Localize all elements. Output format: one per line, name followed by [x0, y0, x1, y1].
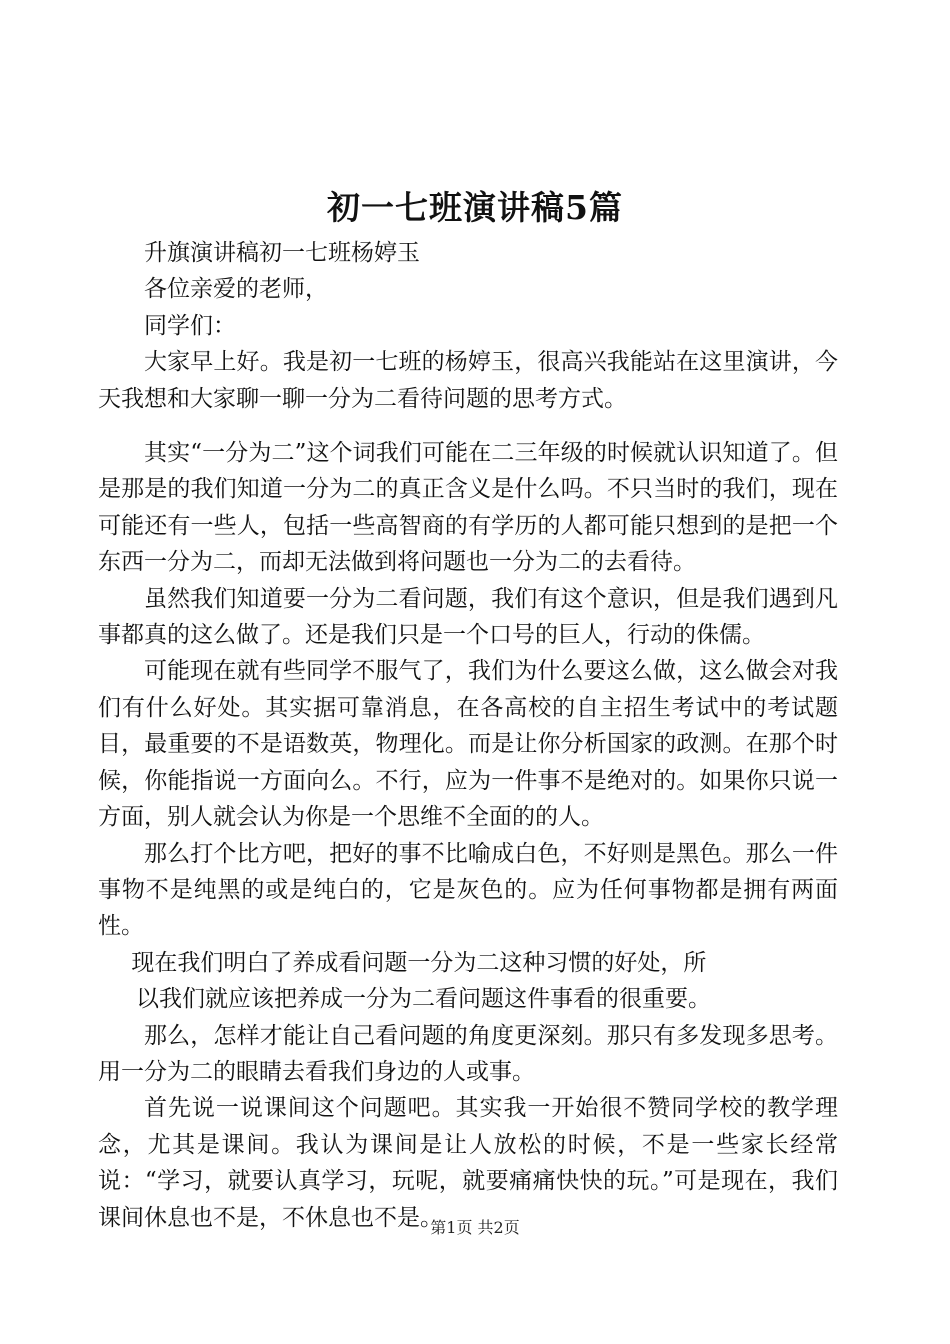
- paragraph-habit-line-2: 以我们就应该把养成一分为二看问题这件事看的很重要。: [135, 986, 711, 1013]
- paragraph-greeting-teachers: 各位亲爱的老师，: [144, 276, 328, 303]
- paragraph-habit: [98, 945, 838, 1018]
- paragraph-greeting-students: 同学们：: [144, 312, 236, 339]
- paragraph-analogy: 那么打个比方吧，把好的事不比喻成白色，不好则是黑色。那么一件事物不是纯黑的或是纯白的，它是灰色的。应为任何事物都是拥有两面性。: [98, 840, 838, 940]
- paragraph-speech-title: 升旗演讲稿初一七班杨婷玉: [144, 240, 420, 266]
- paragraph-habit-line-1: 现在我们明白了养成看问题一分为二这种习惯的好处，所: [131, 949, 707, 976]
- document-body: [98, 235, 838, 1236]
- paragraph-opening: 大家早上好。我是初一七班的杨婷玉，很高兴我能站在这里演讲，今天我想和大家聊一聊一分为二看待问题的思考方式。: [98, 349, 838, 412]
- paragraph-benefits: 可能现在就有些同学不服气了，我们为什么要这么做，这么做会对我们有什么好处。其实据可靠消息，在各高校的自主招生考试中的考试题目，最重要的不是语数英，物理化。而是让你分析国家的政测。在那个时候，你能指说一方面向么。不行，应为一件事不是绝对的。如果你只说一方面，别人就会认为你是一个思维不全面的的人。: [98, 658, 838, 831]
- paragraph-deeper-thinking: 那么，怎样才能让自己看问题的角度更深刻。那只有多发现多思考。用一分为二的眼睛去看我们身边的人或事。: [98, 1022, 838, 1085]
- paragraph-break-time: 首先说一说课间这个问题吧。其实我一开始很不赞同学校的教学理念，尤其是课间。我认为课间是让人放松的时候，不是一些家长经常说：“学习，就要认真学习，玩呢，就要痛痛快快的玩。”可是现在，我们课间休息也不是，不休息也不是。: [98, 1095, 838, 1231]
- paragraph-awareness: 虽然我们知道要一分为二看问题，我们有这个意识，但是我们遇到凡事都真的这么做了。还是我们只是一个口号的巨人，行动的侏儒。: [98, 585, 838, 649]
- document-title: 初一七班演讲稿5篇: [327, 188, 623, 227]
- paragraph-one-divides-into-two: 其实“一分为二”这个词我们可能在二三年级的时候就认识知道了。但是那是的我们知道一分为二的真正含义是什么吗。不只当时的我们，现在可能还有一些人，包括一些高智商的有学历的人都可能只想到的是把一个东西一分为二，而却无法做到将问题也一分为二的去看待。: [98, 440, 838, 576]
- page-number-footer: 第1页 共2页: [430, 1218, 520, 1237]
